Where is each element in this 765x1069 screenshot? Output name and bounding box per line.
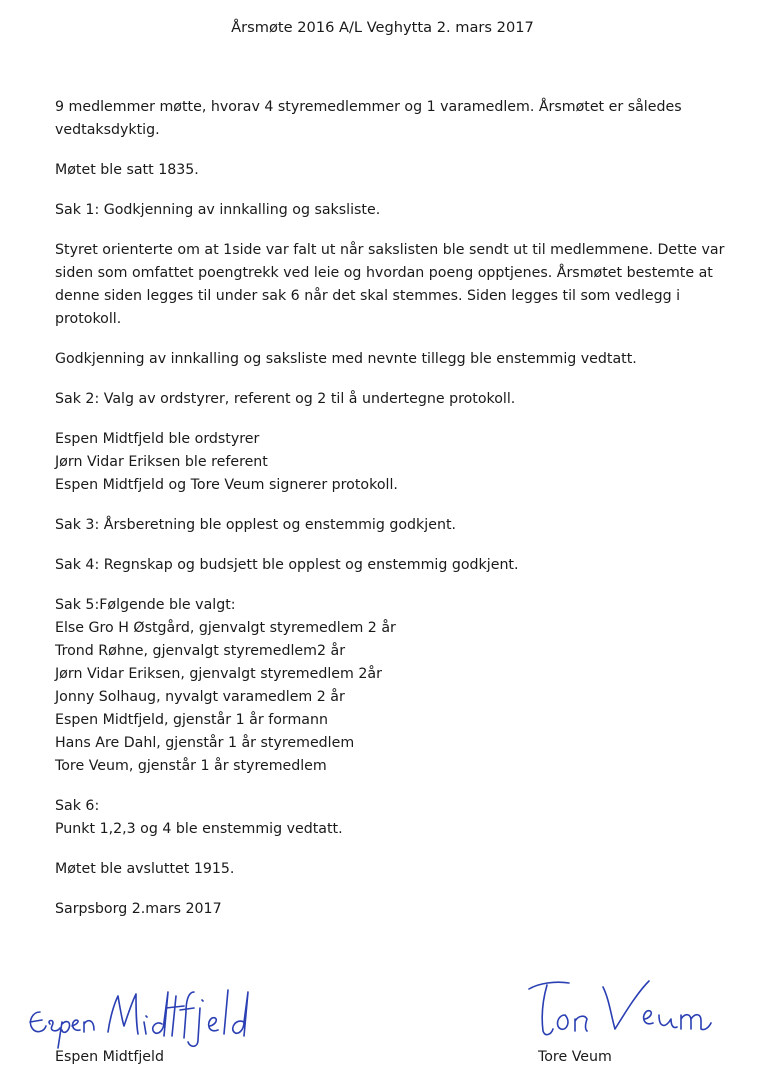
text-line: Sak 1: Godkjenning av innkalling og saksliste. bbox=[55, 202, 381, 218]
text-line: Møtet ble avsluttet 1915. bbox=[55, 861, 235, 877]
paragraph bbox=[55, 428, 735, 497]
text-line: Jørn Vidar Eriksen ble referent bbox=[55, 454, 268, 470]
paragraph bbox=[55, 898, 735, 921]
paragraph bbox=[55, 858, 735, 881]
text-line: Else Gro H Østgård, gjenvalgt styremedlem 2 år bbox=[55, 620, 396, 636]
text-line: Espen Midtfjeld ble ordstyrer bbox=[55, 431, 260, 447]
text-line: Trond Røhne, gjenvalgt styremedlem2 år bbox=[55, 643, 346, 659]
text-line: Sak 3: Årsberetning ble opplest og enstemmig godkjent. bbox=[55, 517, 457, 533]
text-line: Espen Midtfjeld, gjenstår 1 år formann bbox=[55, 712, 328, 728]
text-line: Punkt 1,2,3 og 4 ble enstemmig vedtatt. bbox=[55, 821, 343, 837]
paragraph bbox=[55, 199, 735, 222]
paragraph bbox=[55, 388, 735, 411]
signatory-name-right: Tore Veum bbox=[538, 1049, 612, 1065]
signatory-name-left: Espen Midtfjeld bbox=[55, 1049, 164, 1065]
text-line: Styret orienterte om at 1side var falt ut når sakslisten ble sendt ut til medlemmene. Dette var bbox=[55, 242, 725, 258]
paragraph bbox=[55, 514, 735, 537]
text-line: Sak 4: Regnskap og budsjett ble opplest og enstemmig godkjent. bbox=[55, 557, 519, 573]
paragraph bbox=[55, 554, 735, 577]
text-line: siden som omfattet poengtrekk ved leie og hvordan poeng opptjenes. Årsmøtet bestemte at bbox=[55, 265, 713, 281]
paragraph bbox=[55, 239, 735, 331]
text-line: Sarpsborg 2.mars 2017 bbox=[55, 901, 222, 917]
handwritten-signature-espen bbox=[22, 982, 282, 1052]
text-line: Jonny Solhaug, nyvalgt varamedlem 2 år bbox=[55, 689, 345, 705]
signature-block-left bbox=[22, 982, 282, 1069]
paragraph bbox=[55, 159, 735, 182]
handwritten-signature-tore bbox=[525, 975, 725, 1045]
text-line: protokoll. bbox=[55, 311, 122, 327]
text-line: Sak 5:Følgende ble valgt: bbox=[55, 597, 236, 613]
text-line: 9 medlemmer møtte, hvorav 4 styremedlemmer og 1 varamedlem. Årsmøtet er således bbox=[55, 99, 682, 115]
text-line: Sak 6: bbox=[55, 798, 100, 814]
paragraph bbox=[55, 795, 735, 841]
text-line: Møtet ble satt 1835. bbox=[55, 162, 199, 178]
text-line: Espen Midtfjeld og Tore Veum signerer protokoll. bbox=[55, 477, 398, 493]
signature-block-right bbox=[525, 975, 725, 1069]
text-line: Jørn Vidar Eriksen, gjenvalgt styremedlem 2år bbox=[55, 666, 382, 682]
paragraph bbox=[55, 348, 735, 371]
text-line: Sak 2: Valg av ordstyrer, referent og 2 til å undertegne protokoll. bbox=[55, 391, 516, 407]
paragraph bbox=[55, 594, 735, 778]
paragraph bbox=[55, 96, 735, 142]
text-line: denne siden legges til under sak 6 når det skal stemmes. Siden legges til som vedlegg i bbox=[55, 288, 681, 304]
text-line: Godkjenning av innkalling og saksliste med nevnte tillegg ble enstemmig vedtatt. bbox=[55, 351, 637, 367]
minutes-body bbox=[55, 96, 735, 938]
document-title: Årsmøte 2016 A/L Veghytta 2. mars 2017 bbox=[231, 19, 534, 36]
text-line: Tore Veum, gjenstår 1 år styremedlem bbox=[55, 758, 327, 774]
text-line: Hans Are Dahl, gjenstår 1 år styremedlem bbox=[55, 735, 355, 751]
text-line: vedtaksdyktig. bbox=[55, 122, 160, 138]
